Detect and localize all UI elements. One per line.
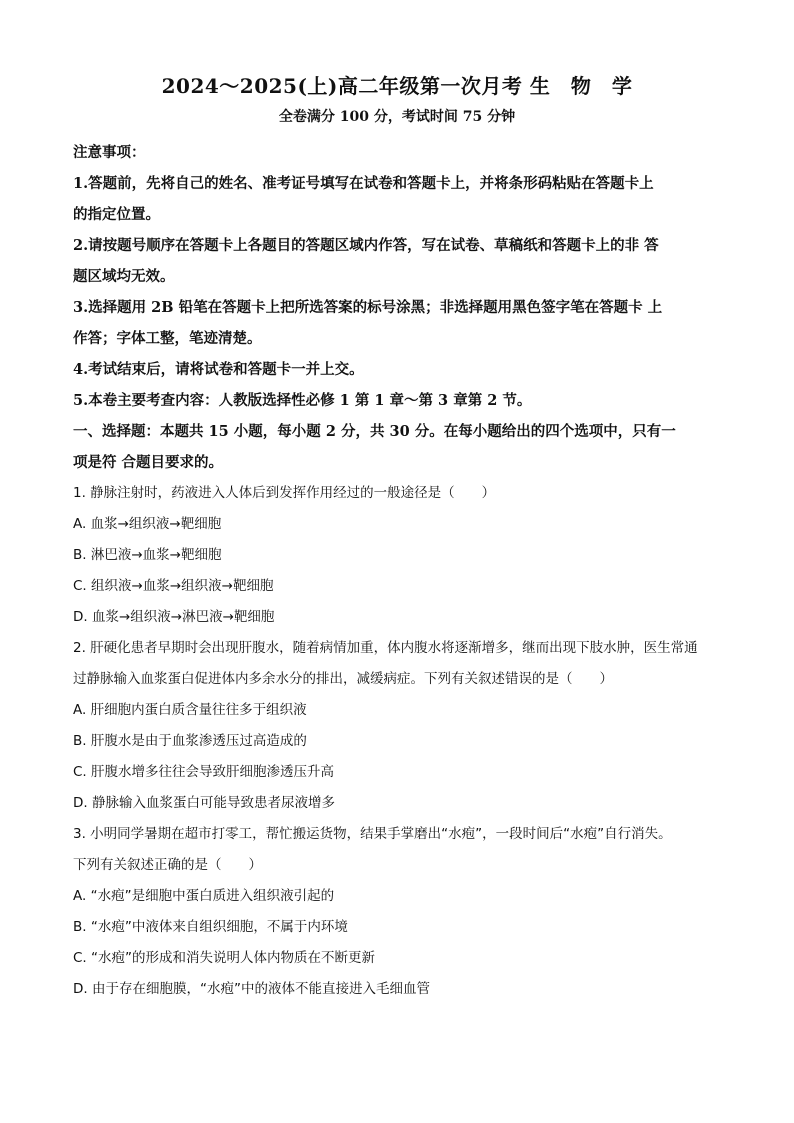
page-content [73, 137, 723, 1005]
option-d: D. 由于存在细胞膜，“水疱”中的液体不能直接进入毛细血管 [73, 981, 430, 997]
notice-line: 题区域均无效。 [73, 268, 175, 285]
option-a: A. “水疱”是细胞中蛋白质进入组织液引起的 [73, 888, 335, 904]
notice-line: 2.请按题号顺序在答题卡上各题目的答题区域内作答，写在试卷、草稿纸和答题卡上的非 答 [73, 237, 659, 254]
option-d: D. 静脉输入血浆蛋白可能导致患者尿液增多 [73, 795, 335, 811]
question-1 [73, 478, 723, 633]
section-heading: 一、选择题：本题共 15 小题，每小题 2 分，共 30 分。在每小题给出的四个选项中，只有一 [73, 423, 676, 440]
notice-line: 4.考试结束后，请将试卷和答题卡一并上交。 [73, 361, 364, 378]
question-2 [73, 633, 723, 819]
question-stem: 2. 肝硬化患者早期时会出现肝腹水，随着病情加重，体内腹水将逐渐增多，继而出现下肢水肿，医生常通 [73, 640, 698, 656]
option-d: D. 血浆→组织液→淋巴液→靶细胞 [73, 609, 275, 625]
page-title: 2024～2025(上)高二年级第一次月考 生 物 学 [161, 74, 633, 98]
notice-line: 1.答题前，先将自己的姓名、准考证号填写在试卷和答题卡上，并将条形码粘贴在答题卡上 [73, 175, 654, 192]
question-stem: 3. 小明同学暑期在超市打零工，帮忙搬运货物，结果手掌磨出“水疱”，一段时间后“水疱”自行消失。 [73, 826, 672, 842]
option-b: B. “水疱”中液体来自组织细胞，不属于内环境 [73, 919, 348, 935]
option-b: B. 淋巴液→血浆→靶细胞 [73, 547, 222, 563]
question-stem: 1. 静脉注射时，药液进入人体后到发挥作用经过的一般途径是（ ） [73, 485, 496, 501]
question-stem: 过静脉输入血浆蛋白促进体内多余水分的排出，减缓病症。下列有关叙述错误的是（ ） [73, 671, 613, 687]
option-c: C. 组织液→血浆→组织液→靶细胞 [73, 578, 274, 594]
notice-heading: 注意事项： [73, 144, 146, 161]
option-c: C. 肝腹水增多往往会导致肝细胞渗透压升高 [73, 764, 335, 780]
notice-line: 3.选择题用 2B 铅笔在答题卡上把所选答案的标号涂黑；非选择题用黑色签字笔在答题卡 上 [73, 299, 663, 316]
question-3 [73, 819, 723, 1005]
notice-line: 的指定位置。 [73, 206, 160, 223]
option-b: B. 肝腹水是由于血浆渗透压过高造成的 [73, 733, 307, 749]
option-a: A. 肝细胞内蛋白质含量往往多于组织液 [73, 702, 307, 718]
notice-line: 5.本卷主要考查内容：人教版选择性必修 1 第 1 章～第 3 章第 2 节。 [73, 392, 532, 409]
option-c: C. “水疱”的形成和消失说明人体内物质在不断更新 [73, 950, 375, 966]
section-heading: 项是符 合题目要求的。 [73, 454, 224, 471]
question-stem: 下列有关叙述正确的是（ ） [73, 857, 262, 873]
option-a: A. 血浆→组织液→靶细胞 [73, 516, 222, 532]
notice-line: 作答；字体工整，笔迹清楚。 [73, 330, 262, 347]
exam-info: 全卷满分 100 分，考试时间 75 分钟 [278, 109, 516, 125]
